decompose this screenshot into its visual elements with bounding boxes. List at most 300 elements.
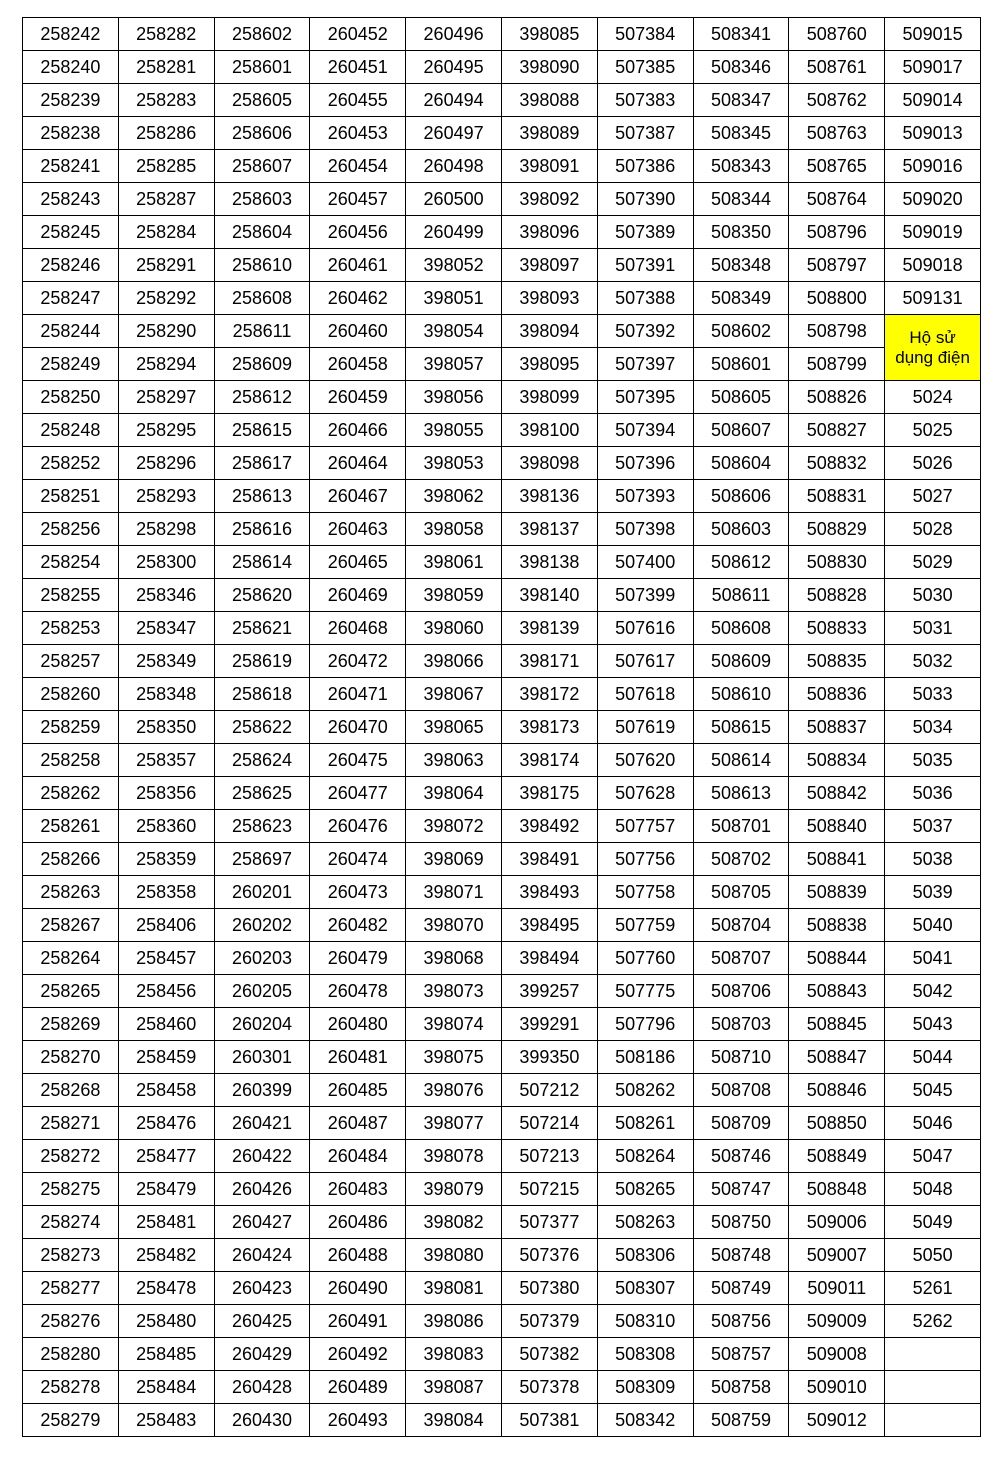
table-cell: 258476: [118, 1107, 214, 1140]
table-cell: 258286: [118, 117, 214, 150]
table-cell: 258612: [214, 381, 310, 414]
table-cell: 507388: [597, 282, 693, 315]
table-cell: 507394: [597, 414, 693, 447]
table-cell: 398175: [501, 777, 597, 810]
table-cell: 5045: [885, 1074, 981, 1107]
table-cell: 398494: [501, 942, 597, 975]
table-cell: 508602: [693, 315, 789, 348]
table-cell: 508348: [693, 249, 789, 282]
table-cell: 399291: [501, 1008, 597, 1041]
table-cell: 508186: [597, 1041, 693, 1074]
table-cell: 260422: [214, 1140, 310, 1173]
table-cell: 398097: [501, 249, 597, 282]
table-cell: 508746: [693, 1140, 789, 1173]
table-cell: 508756: [693, 1305, 789, 1338]
table-row: [23, 51, 981, 84]
table-cell: 398080: [406, 1239, 502, 1272]
table-cell: 507399: [597, 579, 693, 612]
table-row: [23, 249, 981, 282]
table-cell: 258241: [23, 150, 119, 183]
table-cell: 258262: [23, 777, 119, 810]
table-cell: 509015: [885, 18, 981, 51]
table-cell: 508701: [693, 810, 789, 843]
note-line-2: dụng điện: [895, 347, 970, 367]
table-cell: 260463: [310, 513, 406, 546]
table-cell: 508346: [693, 51, 789, 84]
table-cell: 508342: [597, 1404, 693, 1437]
table-cell: 258245: [23, 216, 119, 249]
table-cell: 5041: [885, 942, 981, 975]
table-cell: 258606: [214, 117, 310, 150]
table-cell: 508613: [693, 777, 789, 810]
table-cell: 399350: [501, 1041, 597, 1074]
table-cell: 508848: [789, 1173, 885, 1206]
table-cell: 508347: [693, 84, 789, 117]
table-cell: 258617: [214, 447, 310, 480]
table-cell: 509019: [885, 216, 981, 249]
table-cell: 258605: [214, 84, 310, 117]
table-cell: 260421: [214, 1107, 310, 1140]
table-cell: 508800: [789, 282, 885, 315]
table-cell: 398067: [406, 678, 502, 711]
table-cell: 260202: [214, 909, 310, 942]
table-cell: 508704: [693, 909, 789, 942]
table-cell: 260427: [214, 1206, 310, 1239]
table-cell: 508703: [693, 1008, 789, 1041]
table-cell: 260453: [310, 117, 406, 150]
table-cell: 258477: [118, 1140, 214, 1173]
table-cell: 398051: [406, 282, 502, 315]
table-cell: 507760: [597, 942, 693, 975]
table-cell: 258242: [23, 18, 119, 51]
table-cell: 5042: [885, 975, 981, 1008]
table-row: [23, 84, 981, 117]
table-cell: 508799: [789, 348, 885, 381]
table-cell: 258357: [118, 744, 214, 777]
table-cell: 507757: [597, 810, 693, 843]
table-cell: 508705: [693, 876, 789, 909]
table-cell: 258253: [23, 612, 119, 645]
table-row: [23, 843, 981, 876]
table-cell: 258616: [214, 513, 310, 546]
table-cell: 507397: [597, 348, 693, 381]
table-cell: 258285: [118, 150, 214, 183]
table-cell: 507759: [597, 909, 693, 942]
table-cell: 258249: [23, 348, 119, 381]
table-cell: 507393: [597, 480, 693, 513]
table-cell: 260485: [310, 1074, 406, 1107]
table-row: [23, 579, 981, 612]
table-cell: 398071: [406, 876, 502, 909]
table-cell: 260479: [310, 942, 406, 975]
table-cell: 398054: [406, 315, 502, 348]
table-cell: 260301: [214, 1041, 310, 1074]
table-cell: 258258: [23, 744, 119, 777]
table-cell: 507620: [597, 744, 693, 777]
table-cell: 258621: [214, 612, 310, 645]
table-cell: 508702: [693, 843, 789, 876]
table-cell: 258614: [214, 546, 310, 579]
table-row: [23, 183, 981, 216]
table-cell: 258250: [23, 381, 119, 414]
table-cell: 258619: [214, 645, 310, 678]
table-cell: 508350: [693, 216, 789, 249]
table-cell: 508611: [693, 579, 789, 612]
table-cell: 260480: [310, 1008, 406, 1041]
table-row: [23, 315, 981, 348]
table-cell: 398094: [501, 315, 597, 348]
table-row: [23, 1074, 981, 1107]
table-cell: 398062: [406, 480, 502, 513]
table-cell: 508307: [597, 1272, 693, 1305]
table-cell: 508798: [789, 315, 885, 348]
table-cell: 258480: [118, 1305, 214, 1338]
table-cell: 398089: [501, 117, 597, 150]
table-row: [23, 282, 981, 315]
table-cell: 398493: [501, 876, 597, 909]
table-cell: 507398: [597, 513, 693, 546]
table-cell: 260429: [214, 1338, 310, 1371]
table-cell: 258266: [23, 843, 119, 876]
table-cell: 508834: [789, 744, 885, 777]
table-cell: 398093: [501, 282, 597, 315]
table-cell: 5031: [885, 612, 981, 645]
table-cell: 258359: [118, 843, 214, 876]
table-cell: 508349: [693, 282, 789, 315]
table-cell: 508604: [693, 447, 789, 480]
table-cell: 509012: [789, 1404, 885, 1437]
table-row: [23, 1041, 981, 1074]
table-cell: 260468: [310, 612, 406, 645]
table-cell: 258269: [23, 1008, 119, 1041]
table-cell: 260494: [406, 84, 502, 117]
table-cell: 508830: [789, 546, 885, 579]
table-cell: 398077: [406, 1107, 502, 1140]
table-cell: 258295: [118, 414, 214, 447]
table-cell: 507400: [597, 546, 693, 579]
table-cell: 5261: [885, 1272, 981, 1305]
table-cell: 260488: [310, 1239, 406, 1272]
table-cell: 258292: [118, 282, 214, 315]
table-row: [23, 678, 981, 711]
table-cell: 260455: [310, 84, 406, 117]
table-cell: 507390: [597, 183, 693, 216]
table-cell: 258254: [23, 546, 119, 579]
table-cell: 258602: [214, 18, 310, 51]
table-cell: 509008: [789, 1338, 885, 1371]
table-cell: 508762: [789, 84, 885, 117]
table-cell: 260492: [310, 1338, 406, 1371]
table-cell: 398098: [501, 447, 597, 480]
table-cell: 508606: [693, 480, 789, 513]
table-cell: 5025: [885, 414, 981, 447]
table-cell: 508309: [597, 1371, 693, 1404]
table-cell: 260491: [310, 1305, 406, 1338]
table-cell: 258294: [118, 348, 214, 381]
table-cell: 398086: [406, 1305, 502, 1338]
table-cell: 258255: [23, 579, 119, 612]
table-cell: 258281: [118, 51, 214, 84]
table-cell: 507382: [501, 1338, 597, 1371]
table-cell: 258603: [214, 183, 310, 216]
table-cell: 508758: [693, 1371, 789, 1404]
table-cell: 398065: [406, 711, 502, 744]
table-cell: 398495: [501, 909, 597, 942]
table-cell: 508612: [693, 546, 789, 579]
table-cell: 398095: [501, 348, 597, 381]
table-cell: 508844: [789, 942, 885, 975]
table-cell: 509009: [789, 1305, 885, 1338]
table-cell: 508845: [789, 1008, 885, 1041]
table-cell: 508846: [789, 1074, 885, 1107]
table-cell: 258483: [118, 1404, 214, 1437]
table-cell: 5046: [885, 1107, 981, 1140]
table-cell: 258278: [23, 1371, 119, 1404]
table-cell: 258283: [118, 84, 214, 117]
table-cell: 260471: [310, 678, 406, 711]
table-cell: 260457: [310, 183, 406, 216]
table-cell: 258267: [23, 909, 119, 942]
table-cell: 398136: [501, 480, 597, 513]
table-cell: 5034: [885, 711, 981, 744]
table-cell: 258277: [23, 1272, 119, 1305]
table-cell: 5049: [885, 1206, 981, 1239]
table-cell: 260486: [310, 1206, 406, 1239]
table-cell: 507395: [597, 381, 693, 414]
table-cell: 258623: [214, 810, 310, 843]
table-cell: 508761: [789, 51, 885, 84]
table-row: [23, 18, 981, 51]
table-row: [23, 909, 981, 942]
table-cell: 398070: [406, 909, 502, 942]
table-cell: 508832: [789, 447, 885, 480]
table-cell: 258350: [118, 711, 214, 744]
table-cell: 508608: [693, 612, 789, 645]
table-cell: 508849: [789, 1140, 885, 1173]
table-cell: 258610: [214, 249, 310, 282]
table-cell: 258484: [118, 1371, 214, 1404]
table-cell: 507213: [501, 1140, 597, 1173]
table-cell: 509131: [885, 282, 981, 315]
table-cell: 260493: [310, 1404, 406, 1437]
table-cell: 258282: [118, 18, 214, 51]
table-cell: 507756: [597, 843, 693, 876]
note-line-1: Hộ sử: [909, 327, 956, 347]
table-cell: 507379: [501, 1305, 597, 1338]
table-row: [23, 975, 981, 1008]
table-cell: 398090: [501, 51, 597, 84]
table-cell: 258697: [214, 843, 310, 876]
table-cell: 509010: [789, 1371, 885, 1404]
table-cell: 508345: [693, 117, 789, 150]
table-cell: 260477: [310, 777, 406, 810]
table-cell: 508797: [789, 249, 885, 282]
table-cell: [885, 1404, 981, 1437]
table-row: [23, 1140, 981, 1173]
table-cell: 260495: [406, 51, 502, 84]
table-cell: 398088: [501, 84, 597, 117]
table-cell: 260475: [310, 744, 406, 777]
table-cell: 258273: [23, 1239, 119, 1272]
table-cell: 508838: [789, 909, 885, 942]
table-row: [23, 876, 981, 909]
table-cell: 260423: [214, 1272, 310, 1305]
table-cell: 258360: [118, 810, 214, 843]
table-cell: 508847: [789, 1041, 885, 1074]
table-cell: 258279: [23, 1404, 119, 1437]
table-cell: 508609: [693, 645, 789, 678]
table-cell: 258270: [23, 1041, 119, 1074]
table-cell: 508706: [693, 975, 789, 1008]
table-cell: 258239: [23, 84, 119, 117]
table-cell: 258284: [118, 216, 214, 249]
table-cell: 508310: [597, 1305, 693, 1338]
table-cell: 398072: [406, 810, 502, 843]
table-cell: 398174: [501, 744, 597, 777]
table-cell: 260470: [310, 711, 406, 744]
table-cell: 398137: [501, 513, 597, 546]
table-cell: 260426: [214, 1173, 310, 1206]
table-cell: 258272: [23, 1140, 119, 1173]
table-cell: 260425: [214, 1305, 310, 1338]
table-row: [23, 810, 981, 843]
table-cell: 508263: [597, 1206, 693, 1239]
table-cell: 508833: [789, 612, 885, 645]
table-cell: 398140: [501, 579, 597, 612]
table-cell: 507392: [597, 315, 693, 348]
table-cell: 398492: [501, 810, 597, 843]
table-cell: 508710: [693, 1041, 789, 1074]
table-cell: 260465: [310, 546, 406, 579]
table-cell: 5024: [885, 381, 981, 414]
table-cell: 258604: [214, 216, 310, 249]
table-cell: 260499: [406, 216, 502, 249]
table-cell: 258613: [214, 480, 310, 513]
table-cell: 508839: [789, 876, 885, 909]
table-cell: 398063: [406, 744, 502, 777]
table-cell: 260472: [310, 645, 406, 678]
table-cell: 508306: [597, 1239, 693, 1272]
table-cell: 398139: [501, 612, 597, 645]
table-cell: 508748: [693, 1239, 789, 1272]
table-row: [23, 117, 981, 150]
table-cell: 260452: [310, 18, 406, 51]
table-cell: 260428: [214, 1371, 310, 1404]
table-cell: 260498: [406, 150, 502, 183]
table-cell: 260458: [310, 348, 406, 381]
table-cell: 509020: [885, 183, 981, 216]
table-cell: 258615: [214, 414, 310, 447]
table-cell: 508261: [597, 1107, 693, 1140]
table-cell: 260460: [310, 315, 406, 348]
table-cell: 5040: [885, 909, 981, 942]
table-cell: [885, 1371, 981, 1404]
table-row: [23, 1008, 981, 1041]
table-cell: 258251: [23, 480, 119, 513]
table-cell: 260474: [310, 843, 406, 876]
table-cell: 509013: [885, 117, 981, 150]
table-cell: 398055: [406, 414, 502, 447]
table-cell: 260478: [310, 975, 406, 1008]
table-cell: 507384: [597, 18, 693, 51]
table-cell: 508262: [597, 1074, 693, 1107]
table-cell: 398076: [406, 1074, 502, 1107]
table-cell: 260201: [214, 876, 310, 909]
table-cell: 398074: [406, 1008, 502, 1041]
table-cell: 508709: [693, 1107, 789, 1140]
table-row: [23, 777, 981, 810]
table-cell: 507386: [597, 150, 693, 183]
table-cell: 258346: [118, 579, 214, 612]
table-row: [23, 645, 981, 678]
table-cell: 258347: [118, 612, 214, 645]
table-cell: 508265: [597, 1173, 693, 1206]
table-cell: 508750: [693, 1206, 789, 1239]
table-cell: 258482: [118, 1239, 214, 1272]
table-cell: 398060: [406, 612, 502, 645]
table-cell: 507389: [597, 216, 693, 249]
table-cell: 258622: [214, 711, 310, 744]
table-cell: 258291: [118, 249, 214, 282]
table-cell: 260461: [310, 249, 406, 282]
table-cell: 258485: [118, 1338, 214, 1371]
table-cell: 258456: [118, 975, 214, 1008]
table-cell: 508764: [789, 183, 885, 216]
table-row: [23, 1371, 981, 1404]
table-cell: 260476: [310, 810, 406, 843]
table-cell: 260204: [214, 1008, 310, 1041]
table-row: [23, 381, 981, 414]
table-cell: 508708: [693, 1074, 789, 1107]
table-cell: 509014: [885, 84, 981, 117]
table-cell: 508603: [693, 513, 789, 546]
table-cell: 5035: [885, 744, 981, 777]
table-cell: 507775: [597, 975, 693, 1008]
table-cell: 258608: [214, 282, 310, 315]
table-cell: 398081: [406, 1272, 502, 1305]
table-cell: 507387: [597, 117, 693, 150]
table-cell: 260205: [214, 975, 310, 1008]
table-cell: 508765: [789, 150, 885, 183]
table-cell: 258609: [214, 348, 310, 381]
table-cell: 260464: [310, 447, 406, 480]
table-cell: 5032: [885, 645, 981, 678]
table-cell: 507796: [597, 1008, 693, 1041]
table-cell: 398138: [501, 546, 597, 579]
table-cell: 508607: [693, 414, 789, 447]
table-cell: 258252: [23, 447, 119, 480]
table-cell: 508749: [693, 1272, 789, 1305]
table-cell: 508850: [789, 1107, 885, 1140]
table-cell: 509018: [885, 249, 981, 282]
table-cell: 508601: [693, 348, 789, 381]
table-cell: 258457: [118, 942, 214, 975]
table-cell: 5050: [885, 1239, 981, 1272]
table-cell: 508831: [789, 480, 885, 513]
table-cell: 508759: [693, 1404, 789, 1437]
table-cell: 398100: [501, 414, 597, 447]
table-cell: 258481: [118, 1206, 214, 1239]
table-row: [23, 480, 981, 513]
table-cell: 508264: [597, 1140, 693, 1173]
table-cell: 258264: [23, 942, 119, 975]
table-cell: 507215: [501, 1173, 597, 1206]
table-cell: 508615: [693, 711, 789, 744]
meter-number-table: [22, 17, 981, 1437]
table-cell: 260490: [310, 1272, 406, 1305]
table-cell: 398066: [406, 645, 502, 678]
table-cell: 507391: [597, 249, 693, 282]
